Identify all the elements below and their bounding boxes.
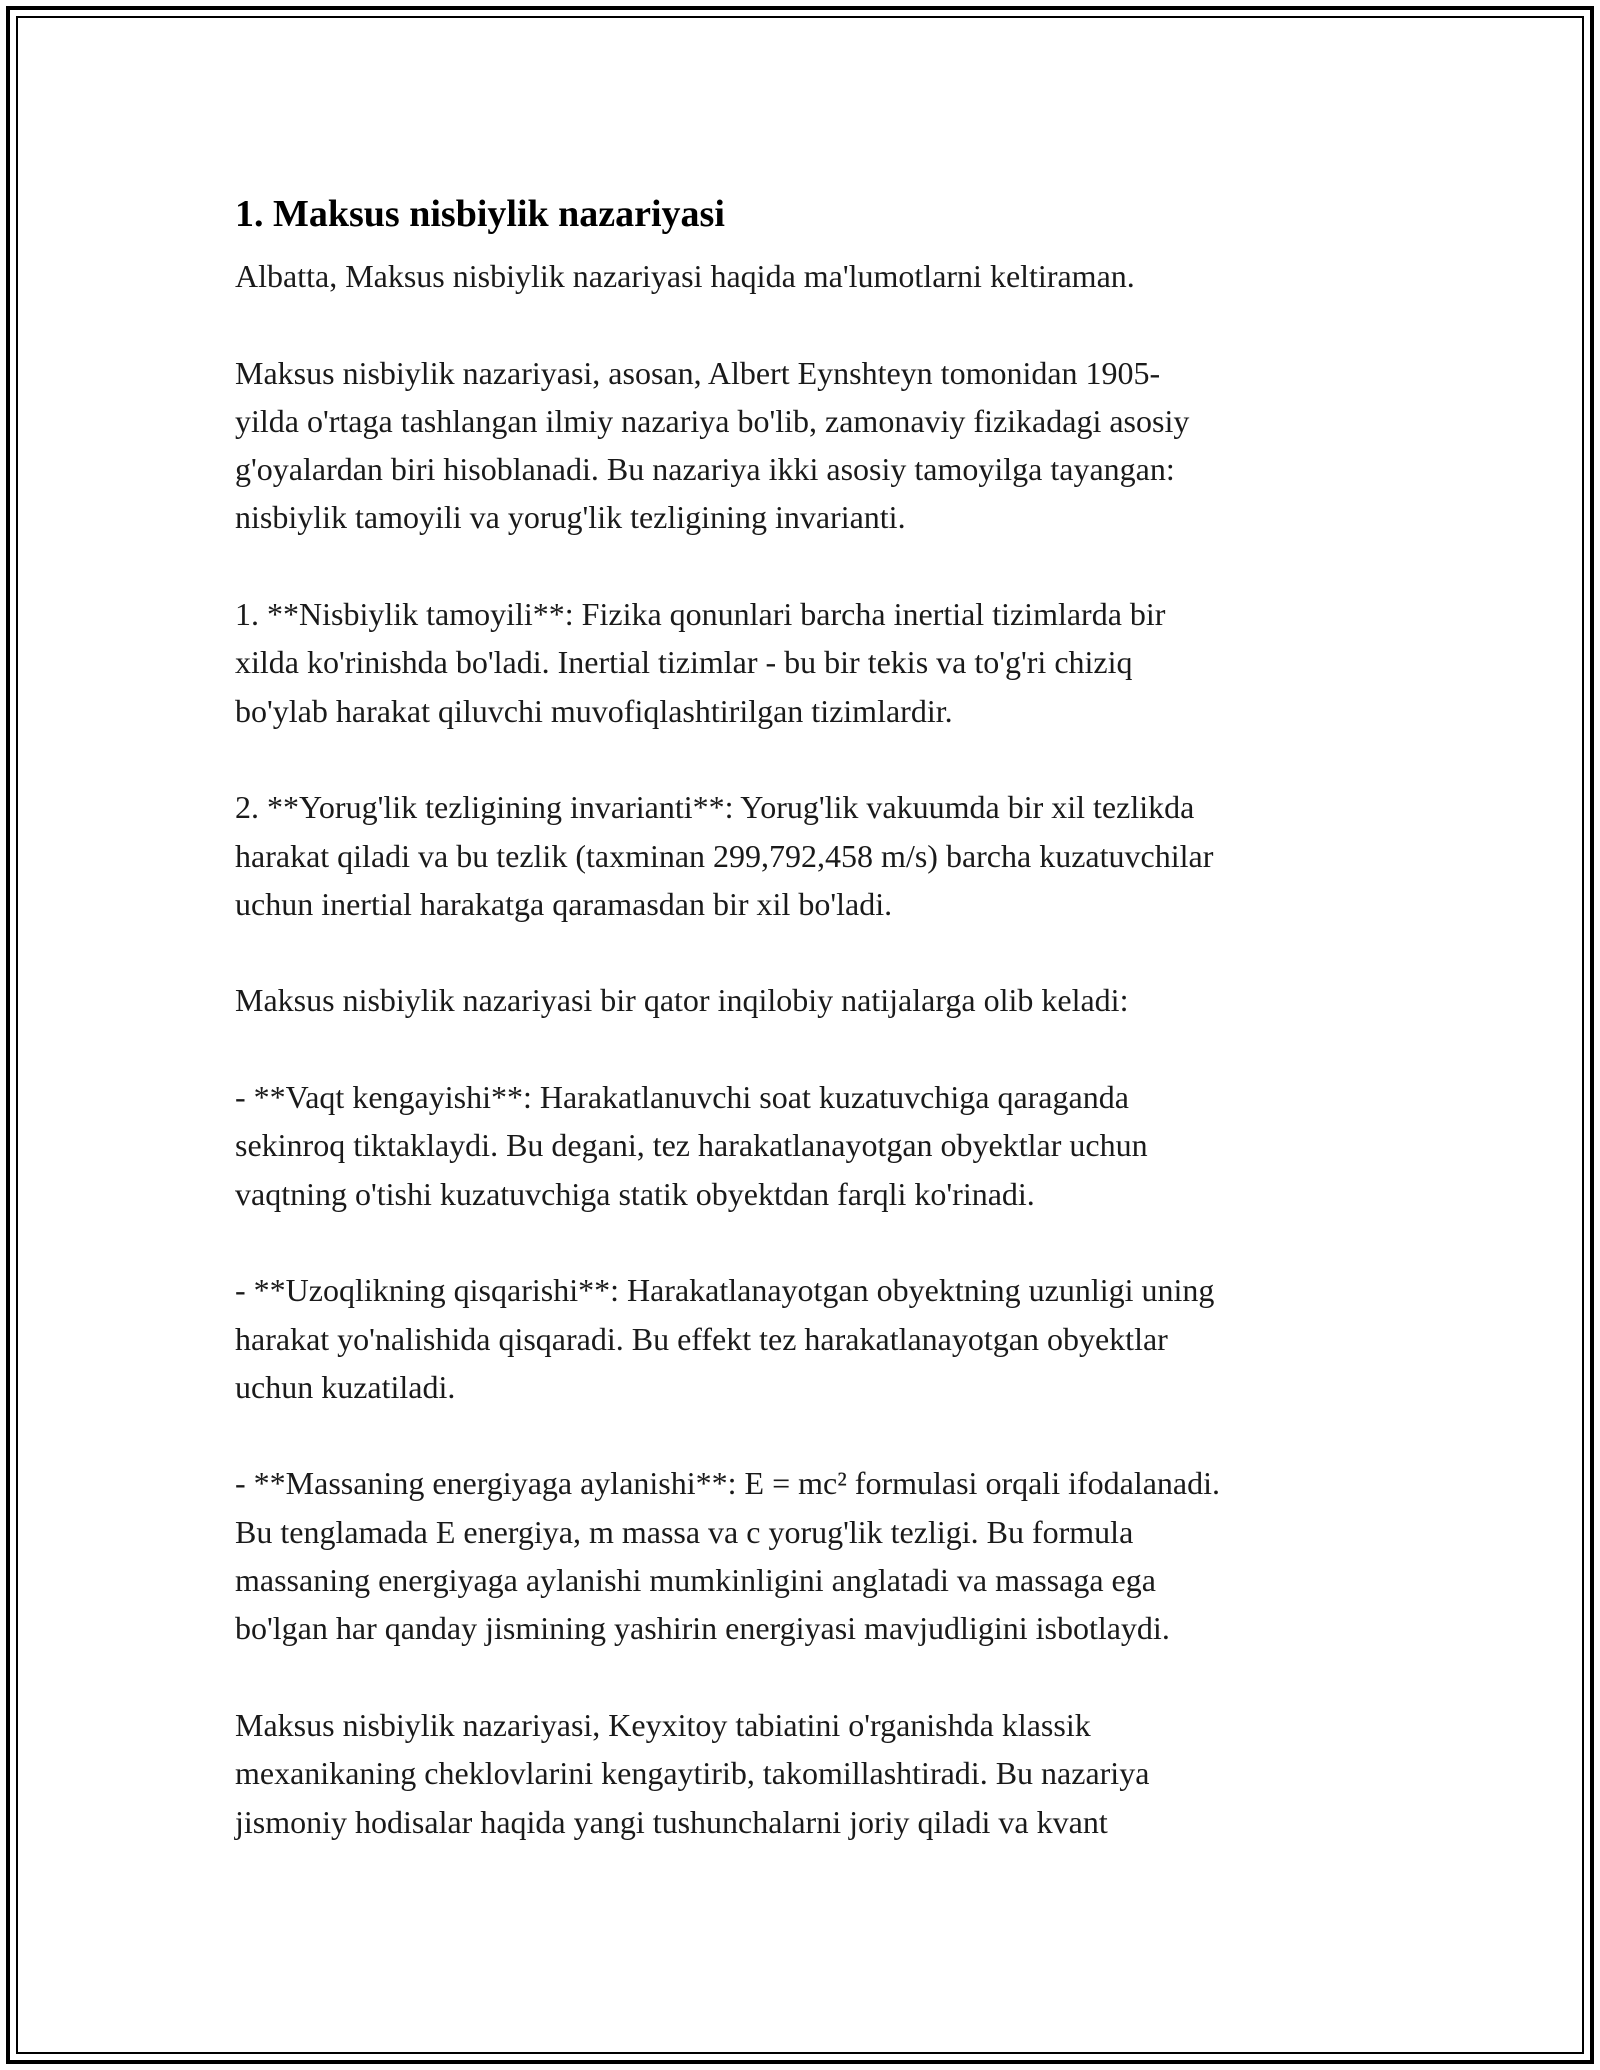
document-body	[235, 186, 1375, 1846]
time-dilation-paragraph: - **Vaqt kengayishi**: Harakatlanuvchi soat kuzatuvchiga qaraganda sekinroq tiktaklaydi. Bu degani, tez harakatlanayotgan obyektlar uchun vaqtning o'tishi kuzatuvchiga statik obyektdan farqli ko'rinadi.	[235, 1079, 1148, 1212]
length-contraction-paragraph: - **Uzoqlikning qisqarishi**: Harakatlanayotgan obyektning uzunligi uning harakat yo'nalishida qisqaradi. Bu effekt tez harakatlanayotgan obyektlar uchun kuzatiladi.	[235, 1272, 1215, 1405]
intro-paragraph: Albatta, Maksus nisbiylik nazariyasi haqida ma'lumotlarni keltiraman.	[235, 258, 1135, 294]
consequences-intro-paragraph: Maksus nisbiylik nazariyasi bir qator inqilobiy natijalarga olib keladi:	[235, 982, 1129, 1019]
mass-energy-paragraph: - **Massaning energiyaga aylanishi**: E = mc² formulasi orqali ifodalanadi. Bu tenglamada E energiya, m massa va c yorug'lik tezligi. Bu formula massaning energiyaga aylanishi mumkinligini anglatadi va massaga ega bo'lgan har qanday jismining yashirin energiyasi mavjudligini isbotlaydi.	[235, 1465, 1221, 1647]
overview-paragraph: Maksus nisbiylik nazariyasi, asosan, Albert Eynshteyn tomonidan 1905- yilda o'rtaga tashlangan ilmiy nazariya bo'lib, zamonaviy fizikadagi asosiy g'oyalardan biri hisoblanadi. Bu nazariya ikki asosiy tamoyilga tayangan: nisbiylik tamoyili va yorug'lik tezligining invarianti.	[235, 354, 1190, 536]
conclusion-paragraph: Maksus nisbiylik nazariyasi, Keyxitoy tabiatini o'rganishda klassik mexanikaning cheklovlarini kengaytirib, takomillashtiradi. Bu nazariya jismoniy hodisalar haqida yangi tushunchalarni joriy qiladi va kvant	[235, 1706, 1150, 1840]
principle-relativity-paragraph: 1. **Nisbiylik tamoyili**: Fizika qonunlari barcha inertial tizimlarda bir xilda ko'rinishda bo'ladi. Inertial tizimlar - bu bir tekis va to'g'ri chiziq bo'ylab harakat qiluvchi muvofiqlashtirilgan tizimlardir.	[235, 596, 1166, 729]
section-heading: 1. Maksus nisbiylik nazariyasi	[235, 193, 725, 235]
principle-light-speed-paragraph: 2. **Yorug'lik tezligining invarianti**: Yorug'lik vakuumda bir xil tezlikda harakat qiladi va bu tezlik (taxminan 299,792,458 m/s) barcha kuzatuvchilar uchun inertial harakatga qaramasdan bir xil bo'ladi.	[235, 789, 1214, 922]
